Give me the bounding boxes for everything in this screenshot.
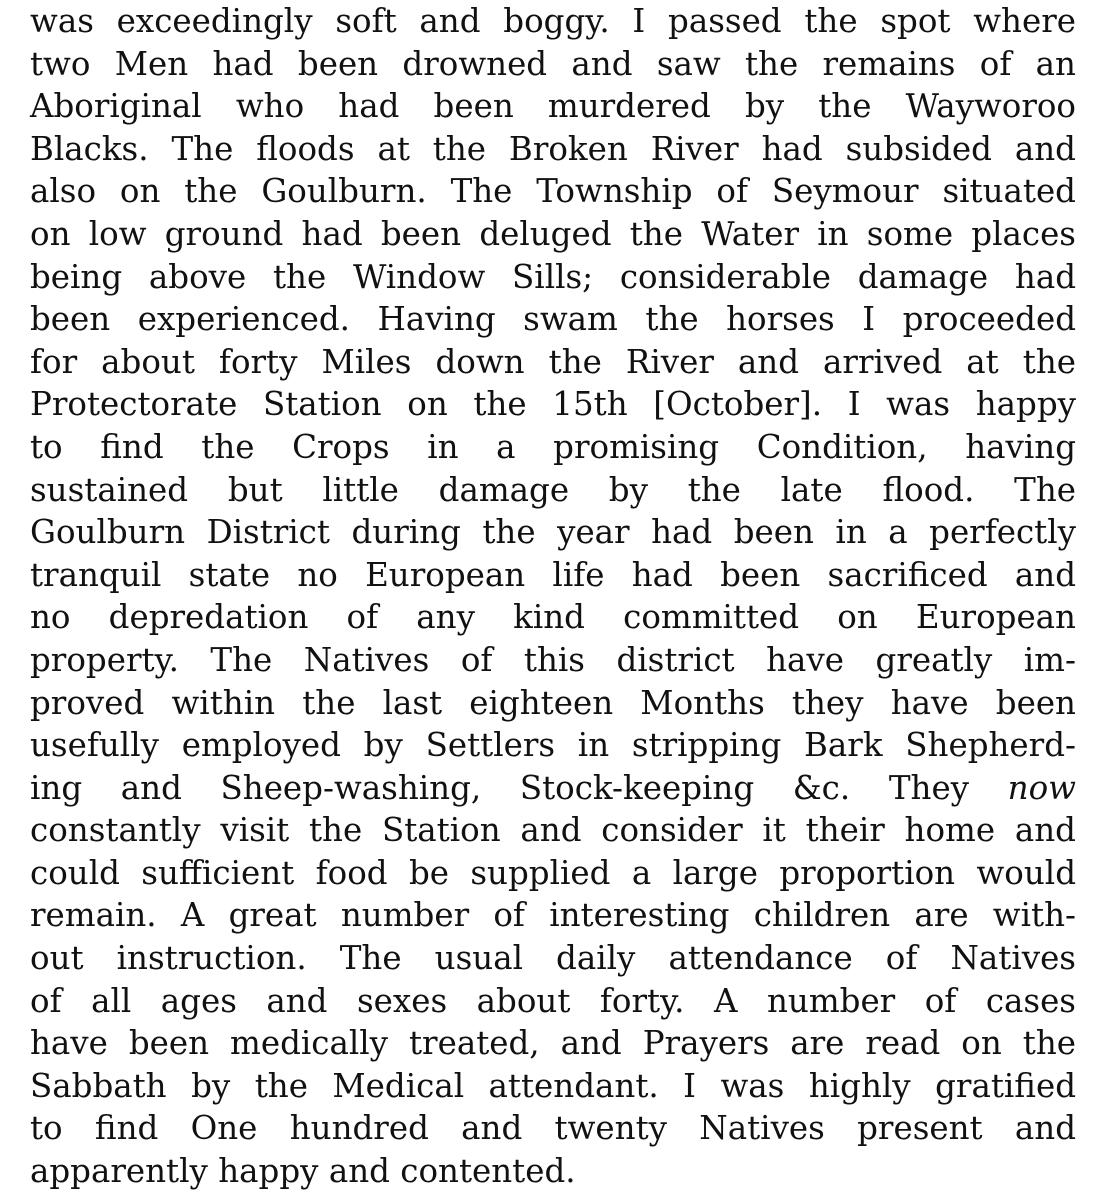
text-line: tranquil state no European life had been sacrificed and (30, 555, 1076, 594)
text-line: being above the Window Sills; considerable damage had (30, 257, 1076, 296)
text-line: to find One hundred and twenty Natives present and (30, 1109, 1076, 1148)
text-line: Sabbath by the Medical attendant. I was highly gratified (30, 1066, 1076, 1105)
text-line: for about forty Miles down the River and arrived at the (30, 342, 1076, 381)
text-line: out instruction. The usual daily attendance of Natives (30, 939, 1076, 978)
text-line: on low ground had been deluged the Water in some places (30, 214, 1076, 253)
text-line: of all ages and sexes about forty. A number of cases (30, 981, 1076, 1020)
text-line: no depredation of any kind committed on European (30, 598, 1076, 637)
text-line-with-italic (30, 767, 1076, 810)
body-text (30, 0, 1076, 1193)
text-line: was exceedingly soft and boggy. I passed the spot where (30, 2, 1076, 40)
text-line: property. The Natives of this district have greatly im- (30, 640, 1076, 679)
text-line: apparently happy and contented. (30, 1152, 576, 1191)
text-line: Goulburn District during the year had been in a perfectly (30, 513, 1076, 552)
text-line: to find the Crops in a promising Condition, having (30, 427, 1076, 466)
text-line: have been medically treated, and Prayers are read on the (30, 1024, 1076, 1063)
text-segment: ing and Sheep-washing, Stock-keeping &c. They (30, 768, 1008, 807)
text-line: been experienced. Having swam the horses I proceeded (30, 300, 1076, 339)
text-line: could sufficient food be supplied a large proportion would (30, 853, 1076, 892)
text-line: constantly visit the Station and consider it their home and (30, 811, 1076, 850)
text-line: Protectorate Station on the 15th [October]. I was happy (30, 385, 1076, 424)
text-line: two Men had been drowned and saw the remains of an (30, 44, 1076, 83)
text-line: sustained but little damage by the late flood. The (30, 470, 1076, 509)
text-line: also on the Goulburn. The Township of Seymour situated (30, 172, 1076, 211)
text-line: usefully employed by Settlers in stripping Bark Shepherd- (30, 726, 1076, 765)
text-line: Blacks. The floods at the Broken River had subsided and (30, 129, 1076, 168)
text-line: Aboriginal who had been murdered by the Wayworoo (30, 87, 1076, 126)
italic-emphasis: now (1007, 768, 1076, 807)
text-line: remain. A great number of interesting children are with- (30, 896, 1076, 935)
text-line: proved within the last eighteen Months they have been (30, 683, 1076, 722)
